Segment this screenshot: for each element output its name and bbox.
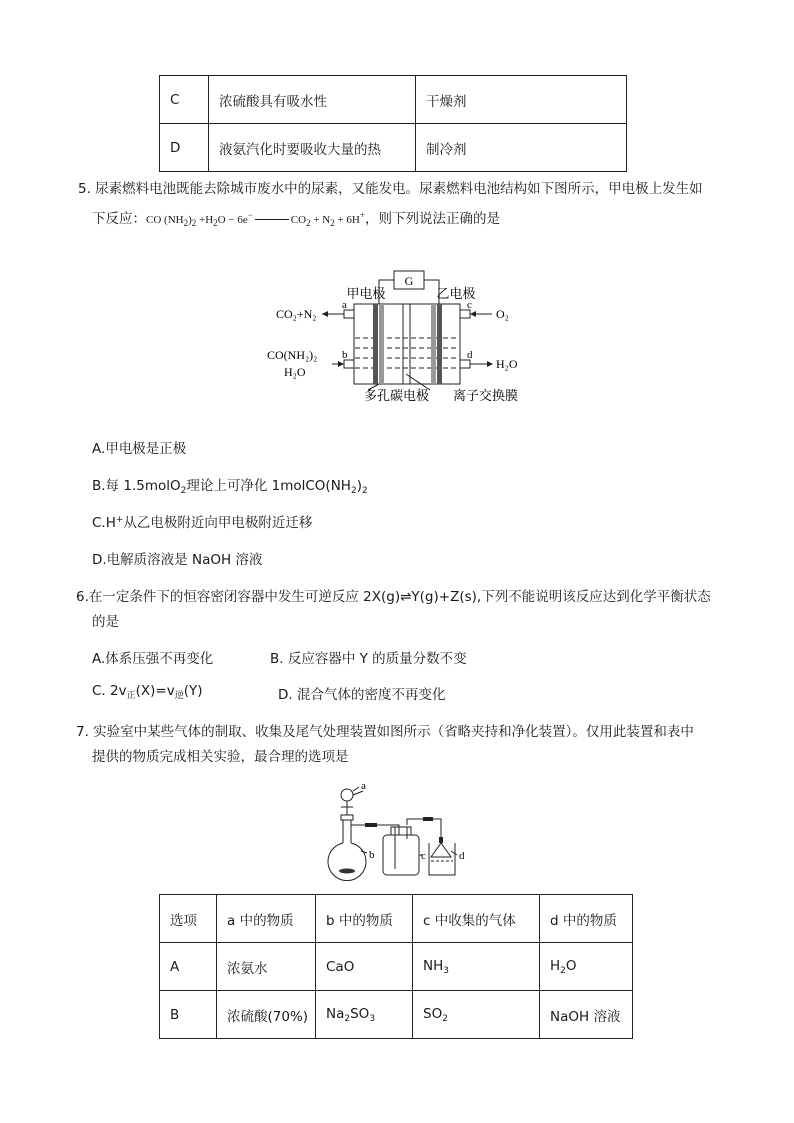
label-a: a [361,781,366,792]
membrane-label: 离子交换膜 [453,388,519,403]
yi-label: 乙电极 [436,286,476,301]
header-cell: d 中的物质 [540,895,633,943]
g-label: G [404,274,414,288]
table-cell: B [160,991,217,1039]
table-row [160,943,633,991]
q7-stem-line1: 7. 实验室中某些气体的制取、收集及尾气处理装置如图所示（省略夹持和净化装置）。仅用此装置和表中 [76,724,694,740]
table-cell: CaO [316,943,413,991]
q5-option-b: B.每 1.5molO$_2$理论上可净化 $1molCO(NH_2)_2$ [92,478,368,496]
table-cell: 浓硫酸(70%) [217,991,316,1039]
table-cell: 干燥剂 [416,76,627,124]
q5-option-d: D.电解质溶液是 NaOH 溶液 [92,552,263,568]
table-cell: 制冷剂 [416,124,627,172]
q6-stem-line2: 的是 [92,614,119,630]
label-b: b [369,849,375,861]
port-b: b [342,349,348,361]
table-row [160,124,627,172]
port-a: a [342,299,347,311]
gas-apparatus-diagram [325,781,475,881]
port-c: c [467,299,472,311]
q6-option-c: C. $2v_正(X)=v_逆(Y)$ [92,683,203,701]
table-cell: NaOH 溶液 [540,991,633,1039]
q7-stem-line2: 提供的物质完成相关实验，最合理的选项是 [92,749,349,765]
equals-line [255,219,289,220]
q5-option-c: C.H+从乙电极附近向甲电极附近迁移 [92,515,313,531]
header-cell: 选项 [160,895,217,943]
header-cell: c 中收集的气体 [413,895,540,943]
table-cell: C [160,76,209,124]
label-c: c [421,850,426,862]
table-cell: 浓氨水 [217,943,316,991]
h2o-right-label: H₂O [496,357,518,371]
co2-n2-label: CO₂+N₂ [276,307,317,321]
table-cell: $Na_2SO_3$ [316,991,413,1039]
table-row [160,76,627,124]
q5-equation: CO $(NH_2)_2 +H_2O - 6e^-$ $CO_2 + N_2 + 6H^+$ [146,210,365,228]
q5-suffix: ，则下列说法正确的是 [364,211,500,227]
table-cell: 液氨汽化时要吸收大量的热 [209,124,416,172]
q5-stem-line1: 5. 尿素燃料电池既能去除城市废水中的尿素，又能发电。尿素燃料电池结构如下图所示，甲电极上发生如 [78,181,703,197]
property-table [159,75,627,172]
q6-option-a: A.体系压强不再变化 [92,651,214,667]
port-d: d [467,349,473,361]
h2o-left-label: H₂O [284,365,306,379]
q6-stem-line1: 6.在一定条件下的恒容密闭容器中发生可逆反应 2X(g)⇌Y(g)+Z(s),下列不能说明该反应达到化学平衡状态 [76,589,711,605]
table-cell: $SO_2$ [413,991,540,1039]
q6-option-d: D. 混合气体的密度不再变化 [278,687,446,703]
q6-option-b: B. 反应容器中 Y 的质量分数不变 [270,651,467,667]
carbon-electrode-label: 多孔碳电极 [364,388,430,403]
q5-prefix: 下反应： [92,211,146,227]
label-d: d [459,850,465,862]
jia-electrode [373,304,378,384]
q5-option-a: A.甲电极是正极 [92,441,187,457]
header-cell: b 中的物质 [316,895,413,943]
fuel-cell-diagram [262,266,534,408]
table-cell: $H_2O$ [540,943,633,991]
q5-stem-line2 [92,207,500,228]
header-cell: a 中的物质 [217,895,316,943]
table-row [160,991,633,1039]
yi-electrode [431,304,436,384]
table-header-row [160,895,633,943]
experiment-table [159,894,633,1039]
table-cell: $NH_3$ [413,943,540,991]
table-cell: 浓硫酸具有吸水性 [209,76,416,124]
urea-label: CO(NH₂)₂ [267,348,318,362]
table-cell: A [160,943,217,991]
o2-label: O₂ [496,307,509,321]
jia-label: 甲电极 [346,286,386,301]
table-cell: D [160,124,209,172]
